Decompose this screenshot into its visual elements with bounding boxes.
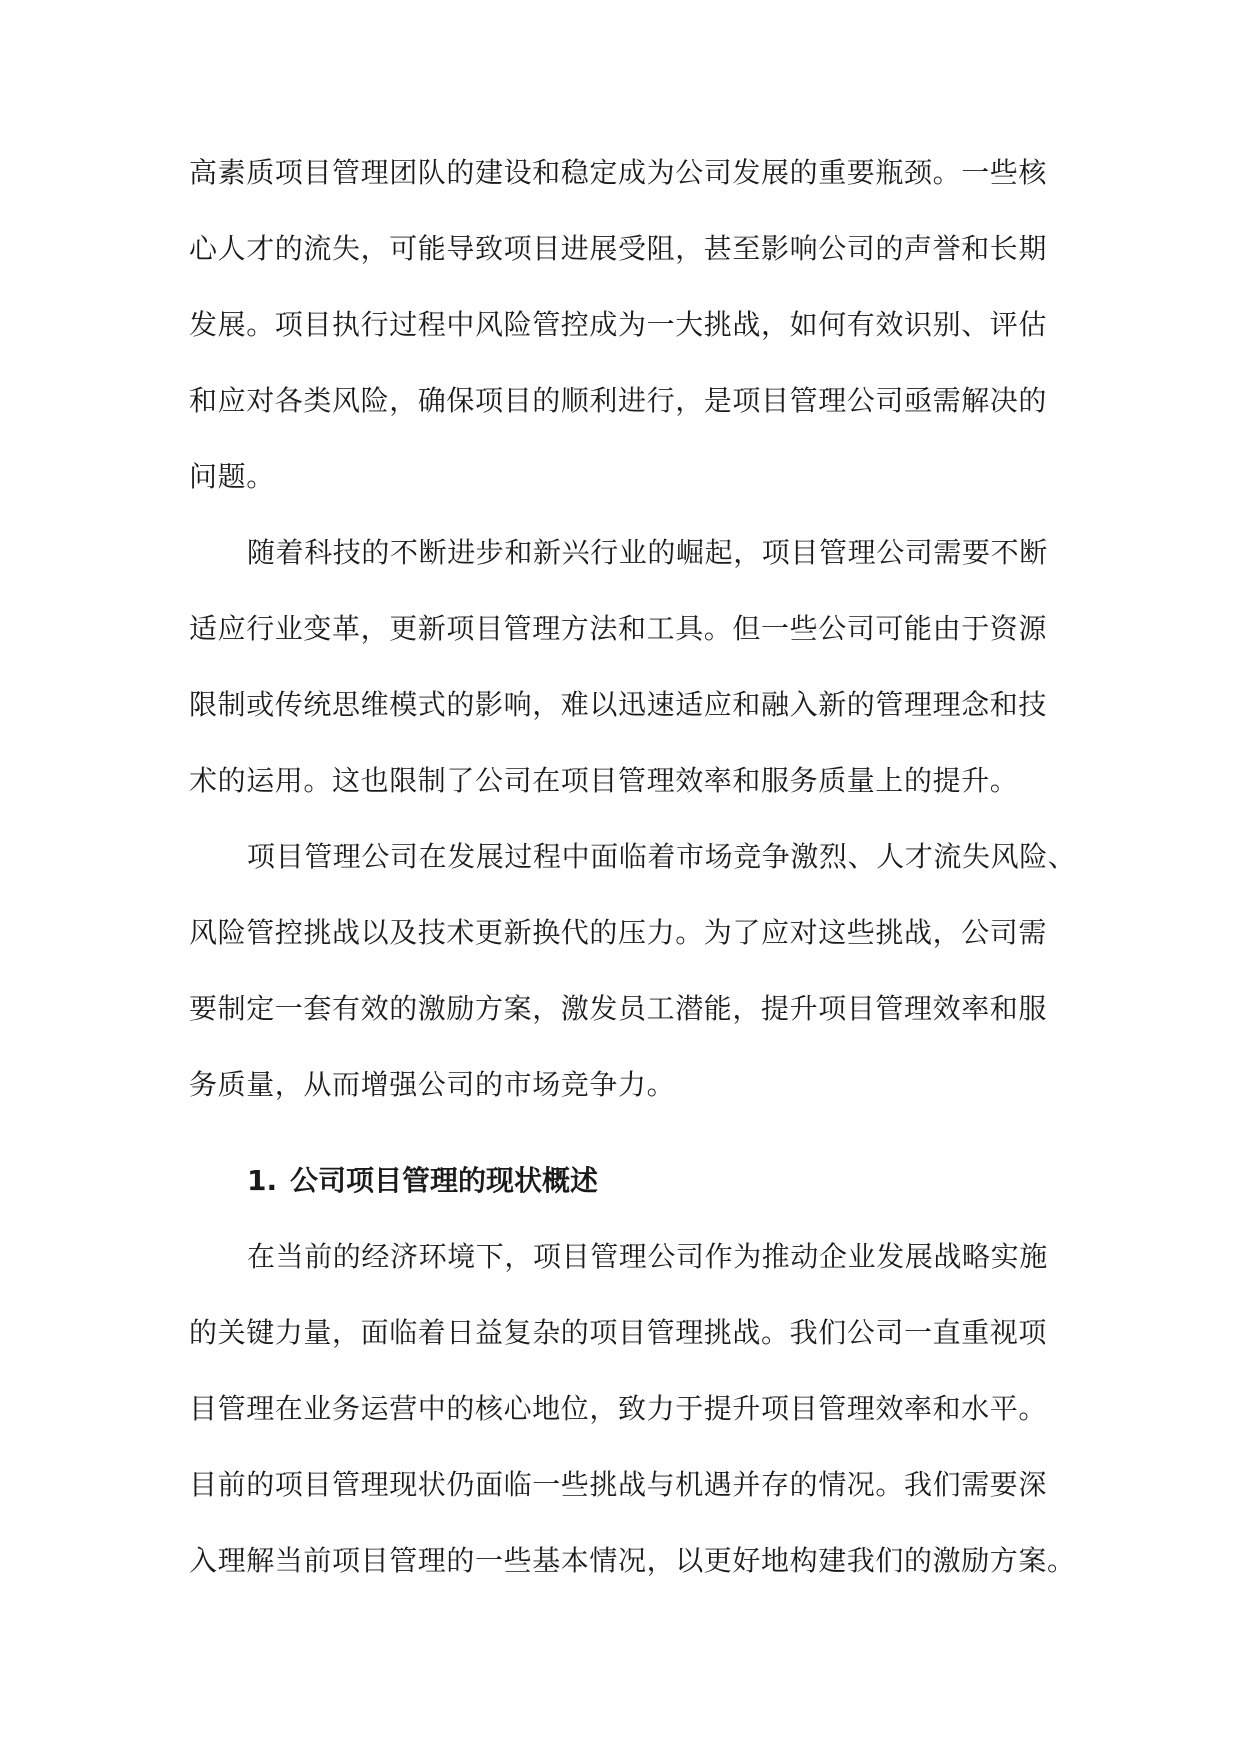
paragraph-line: 目管理在业务运营中的核心地位，致力于提升项目管理效率和水平。 — [189, 1392, 1048, 1425]
paragraph-line: 在当前的经济环境下，项目管理公司作为推动企业发展战略实施 — [247, 1240, 1048, 1273]
section-title: 公司项目管理的现状概述 — [290, 1164, 599, 1197]
paragraph-line: 问题。 — [189, 460, 275, 493]
paragraph-line: 和应对各类风险，确保项目的顺利进行，是项目管理公司亟需解决的 — [189, 384, 1048, 417]
paragraph-line: 心人才的流失，可能导致项目进展受阻，甚至影响公司的声誉和长期 — [189, 232, 1048, 265]
paragraph-line: 的关键力量，面临着日益复杂的项目管理挑战。我们公司一直重视项 — [189, 1316, 1048, 1349]
paragraph-line: 限制或传统思维模式的影响，难以迅速适应和融入新的管理理念和技 — [189, 688, 1048, 721]
section-number: 1. — [247, 1164, 278, 1197]
paragraph-line: 随着科技的不断进步和新兴行业的崛起，项目管理公司需要不断 — [247, 536, 1048, 569]
paragraph-line: 术的运用。这也限制了公司在项目管理效率和服务质量上的提升。 — [189, 764, 1019, 797]
paragraph-line: 风险管控挑战以及技术更新换代的压力。为了应对这些挑战，公司需 — [189, 916, 1048, 949]
paragraph-line: 高素质项目管理团队的建设和稳定成为公司发展的重要瓶颈。一些核 — [189, 156, 1048, 189]
section-heading — [247, 1159, 598, 1203]
paragraph-line: 入理解当前项目管理的一些基本情况，以更好地构建我们的激励方案。 — [189, 1544, 1076, 1577]
paragraph-line: 要制定一套有效的激励方案，激发员工潜能，提升项目管理效率和服 — [189, 992, 1048, 1025]
paragraph-line: 项目管理公司在发展过程中面临着市场竞争激烈、人才流失风险、 — [247, 840, 1077, 873]
paragraph-line: 发展。项目执行过程中风险管控成为一大挑战，如何有效识别、评估 — [189, 308, 1048, 341]
paragraph-line: 务质量，从而增强公司的市场竞争力。 — [189, 1068, 676, 1101]
paragraph-line: 目前的项目管理现状仍面临一些挑战与机遇并存的情况。我们需要深 — [189, 1468, 1048, 1501]
paragraph-line: 适应行业变革，更新项目管理方法和工具。但一些公司可能由于资源 — [189, 612, 1048, 645]
